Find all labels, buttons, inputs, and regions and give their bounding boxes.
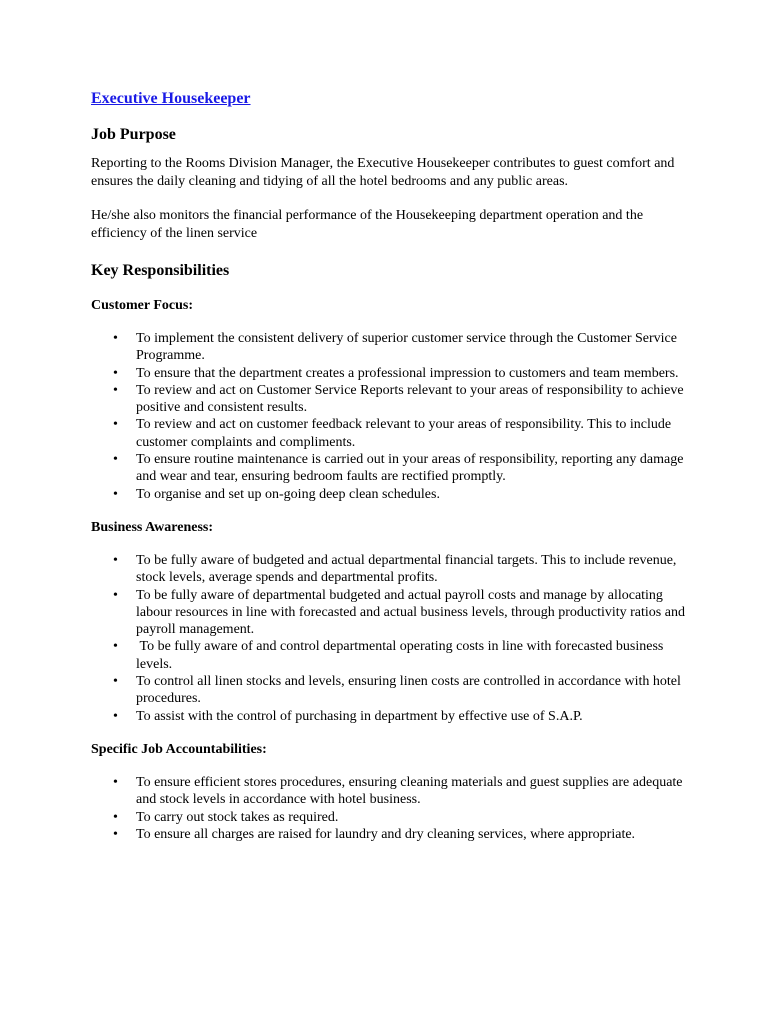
- specific-job-accountabilities-heading: Specific Job Accountabilities:: [91, 741, 267, 757]
- list-item-text: To ensure efficient stores procedures, ensuring cleaning materials and guest supplies are adequate and stock levels in accordance with hotel business.: [136, 774, 683, 808]
- document-title-link[interactable]: Executive Housekeeper: [91, 90, 251, 107]
- list-item: [91, 587, 691, 639]
- list-item-text: To be fully aware of and control departmental operating costs in line with forecasted business levels.: [136, 639, 667, 672]
- list-item: [91, 382, 691, 417]
- list-item-text: To ensure all charges are raised for laundry and dry cleaning services, where appropriate.: [136, 826, 636, 842]
- job-purpose-paragraph-2: He/she also monitors the financial performance of the Housekeeping department operation and the efficiency of the linen service: [91, 208, 644, 241]
- bullet-icon: •: [113, 774, 118, 790]
- bullet-icon: •: [113, 552, 118, 568]
- list-item-text: To organise and set up on-going deep clean schedules.: [136, 486, 440, 502]
- list-item-text: To assist with the control of purchasing in department by effective use of S.A.P.: [136, 708, 583, 724]
- list-item: [91, 673, 691, 708]
- key-responsibilities-heading: Key Responsibilities: [91, 262, 230, 279]
- bullet-icon: •: [113, 826, 118, 842]
- list-item-text: To carry out stock takes as required.: [136, 809, 339, 825]
- bullet-icon: •: [113, 417, 118, 433]
- job-purpose-paragraph-1: Reporting to the Rooms Division Manager, the Executive Housekeeper contributes to guest comfort and ensures the daily cleaning and tidying of all the hotel bedrooms and any public areas.: [91, 156, 675, 189]
- list-item: [91, 826, 691, 843]
- list-item-text: To ensure routine maintenance is carried out in your areas of responsibility, reporting any damage and wear and tear, ensuring bedroom faults are rectified promptly.: [136, 452, 684, 485]
- bullet-icon: •: [113, 452, 118, 468]
- document-page: [91, 89, 691, 843]
- list-item: [91, 451, 691, 486]
- customer-focus-heading: Customer Focus:: [91, 298, 194, 313]
- bullet-icon: •: [113, 587, 118, 603]
- list-item-text: To ensure that the department creates a professional impression to customers and team members.: [136, 365, 679, 381]
- bullet-icon: •: [113, 674, 118, 690]
- bullet-icon: •: [113, 639, 118, 655]
- list-item: [91, 708, 691, 725]
- bullet-icon: •: [113, 809, 118, 825]
- list-item: [91, 809, 691, 826]
- bullet-icon: •: [113, 382, 118, 398]
- list-item-text: To be fully aware of departmental budgeted and actual payroll costs and manage by allocating labour resources in line with forecasted and actual business levels, through productivity ratios and payroll management.: [136, 587, 685, 638]
- bullet-icon: •: [113, 365, 118, 381]
- list-item-text: To implement the consistent delivery of superior customer service through the Customer Service Programme.: [136, 331, 677, 364]
- specific-job-accountabilities-list: [91, 774, 691, 843]
- bullet-icon: •: [113, 486, 118, 502]
- list-item-text: To be fully aware of budgeted and actual departmental financial targets. This to include revenue, stock levels, average spends and departmental profits.: [136, 552, 677, 586]
- list-item: [91, 365, 691, 382]
- bullet-icon: •: [113, 331, 118, 346]
- list-item: [91, 638, 691, 673]
- job-purpose-heading: Job Purpose: [91, 126, 176, 143]
- list-item-text: To control all linen stocks and levels, ensuring linen costs are controlled in accordance with hotel procedures.: [136, 674, 681, 707]
- list-item: [91, 416, 691, 451]
- bullet-icon: •: [113, 708, 118, 724]
- list-item: [91, 552, 691, 587]
- customer-focus-list: [91, 330, 691, 503]
- business-awareness-list: [91, 552, 691, 725]
- list-item-text: To review and act on customer feedback relevant to your areas of responsibility. This to include customer complaints and compliments.: [136, 417, 672, 450]
- list-item: [91, 486, 691, 503]
- list-item: [91, 330, 691, 365]
- business-awareness-heading: Business Awareness:: [91, 519, 214, 535]
- list-item-text: To review and act on Customer Service Reports relevant to your areas of responsibility to achieve positive and consistent results.: [136, 382, 684, 416]
- list-item: [91, 774, 691, 809]
